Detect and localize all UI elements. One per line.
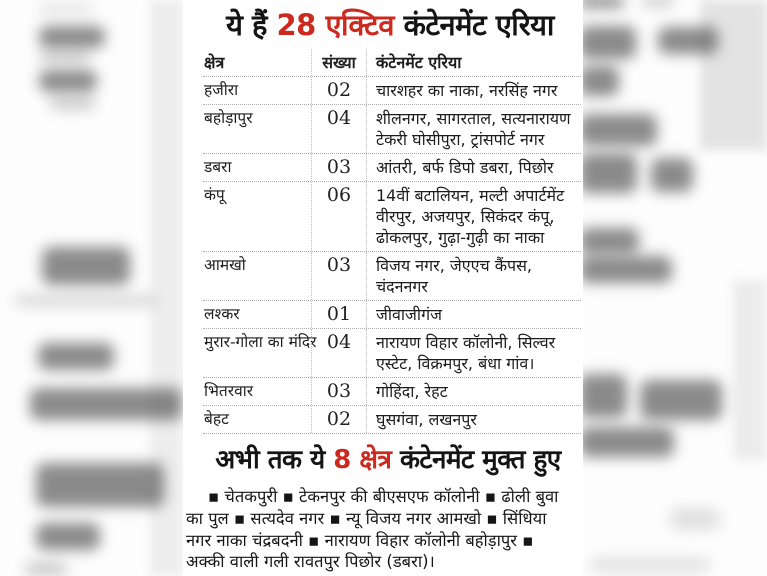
blurred-text-block: [39, 26, 105, 48]
title-highlight: 28 एक्टिव: [276, 8, 395, 42]
region-cell: हजीरा: [204, 81, 239, 100]
table-row: [203, 105, 581, 154]
region-cell: बहोड़ापुर: [204, 109, 253, 128]
headline-active-areas: [183, 0, 583, 46]
header-areas: कंटेनमेंट एरिया: [376, 53, 462, 73]
areas-cell: विजय नगर, जेएएच कैंपस, चंदननगर: [376, 256, 532, 297]
blurred-text-block: [30, 388, 182, 420]
subtitle-text-suffix: कंटेनमेंट मुक्त हुए: [399, 445, 561, 476]
blurred-text-block: [40, 52, 90, 62]
blurred-text-block: [651, 158, 693, 192]
blurred-text-block: [15, 297, 155, 304]
areas-cell: जीवाजीगंज: [376, 305, 442, 325]
blurred-text-block: [579, 427, 674, 457]
blurred-text-block: [36, 523, 100, 550]
count-cell: 06: [311, 182, 367, 251]
table-header-row: [203, 49, 581, 77]
region-cell: लश्कर: [204, 305, 240, 324]
title-text-prefix: ये हैं: [226, 8, 267, 42]
count-cell: 03: [311, 378, 367, 405]
blurred-text-block: [578, 0, 624, 8]
count-cell: 04: [311, 329, 367, 377]
region-cell: डबरा: [204, 158, 232, 177]
region-cell: आमखो: [204, 256, 246, 275]
areas-cell: आंतरी, बर्फ डिपो डबरा, पिछोर: [376, 158, 554, 178]
blurred-text-block: [25, 563, 67, 575]
count-cell: 02: [311, 406, 367, 433]
areas-cell: 14वीं बटालियन, मल्टी अपार्टमेंट वीरपुर, अजयपुर, सिकंदर कंपू, ढोकलपुर, गुढ़ा-गुढ़ी का नाका: [376, 186, 565, 248]
table-row: [203, 154, 581, 182]
table-row: [203, 378, 581, 406]
region-cell: भितरवार: [204, 382, 254, 401]
blurred-text-block: [38, 343, 114, 370]
count-cell: 04: [311, 105, 367, 153]
blurred-text-block: [39, 70, 97, 92]
blurred-text-block: [50, 98, 95, 109]
blurred-text-block: [579, 66, 619, 96]
areas-cell: गोहिंदा, रेहट: [376, 382, 448, 402]
count-cell: 03: [311, 154, 367, 181]
blurred-text-block: [38, 4, 93, 13]
blurred-text-block: [579, 228, 639, 254]
table-row: [203, 406, 581, 434]
page-fold-shading-right: [700, 0, 767, 150]
blurred-text-block: [590, 558, 710, 572]
areas-cell: चारशहर का नाका, नरसिंह नगर: [376, 81, 558, 101]
table-row: [203, 252, 581, 301]
blurred-text-block: [658, 27, 718, 54]
blurred-text-block: [36, 463, 164, 507]
table-row: [203, 301, 581, 329]
region-cell: कंपू: [204, 186, 225, 205]
blurred-text-block: [579, 153, 637, 193]
freed-areas-text: ▪ चेतकपुरी ▪ टेकनपुर की बीएसएफ कॉलोनी ▪ ढोली बुवा का पुल ▪ सत्यदेव नगर ▪ न्यू विजय नगर आमखो ▪ सिंधिया नगर नाका चंद्रबदनी ▪ नारायण विहार कॉलोनी बहोड़ापुर ▪ अक्की वाली गली रावतपुर पिछोर (डबरा)।: [186, 487, 559, 572]
title-text-suffix: कंटेनमेंट एरिया: [403, 8, 554, 42]
containment-table: [203, 49, 581, 434]
count-cell: 03: [311, 252, 367, 300]
page-fold-shading-right-2: [733, 280, 767, 460]
region-cell: मुरार-गोला का मंदिर: [204, 333, 317, 352]
blurred-text-block: [579, 256, 672, 283]
table-row: [203, 77, 581, 105]
region-cell: बेहट: [204, 410, 229, 429]
blurred-text-block: [579, 374, 627, 418]
blurred-text-block: [670, 508, 720, 530]
blurred-text-block: [579, 26, 636, 59]
headline-freed-areas: [183, 434, 583, 477]
containment-infographic: [183, 0, 583, 576]
areas-cell: घुसगंवा, लखनपुर: [376, 410, 477, 430]
blurred-text-block: [579, 114, 657, 146]
header-region: क्षेत्र: [204, 53, 225, 73]
subtitle-highlight: 8 क्षेत्र: [333, 445, 392, 476]
blurred-text-block: [642, 0, 674, 6]
table-row: [203, 182, 581, 252]
blurred-text-block: [640, 380, 722, 420]
count-cell: 01: [311, 301, 367, 328]
header-count: संख्या: [311, 49, 367, 76]
areas-cell: नारायण विहार कॉलोनी, सिल्वर एस्टेट, विक्रमपुर, बंधा गांव।: [376, 333, 556, 374]
areas-cell: शीलनगर, सागरताल, सत्यनारायण टेकरी घोसीपुरा, ट्रांसपोर्ट नगर: [376, 109, 571, 150]
subtitle-text-prefix: अभी तक ये: [215, 445, 325, 476]
table-row: [203, 329, 581, 378]
blurred-text-block: [42, 247, 130, 285]
count-cell: 02: [311, 77, 367, 104]
